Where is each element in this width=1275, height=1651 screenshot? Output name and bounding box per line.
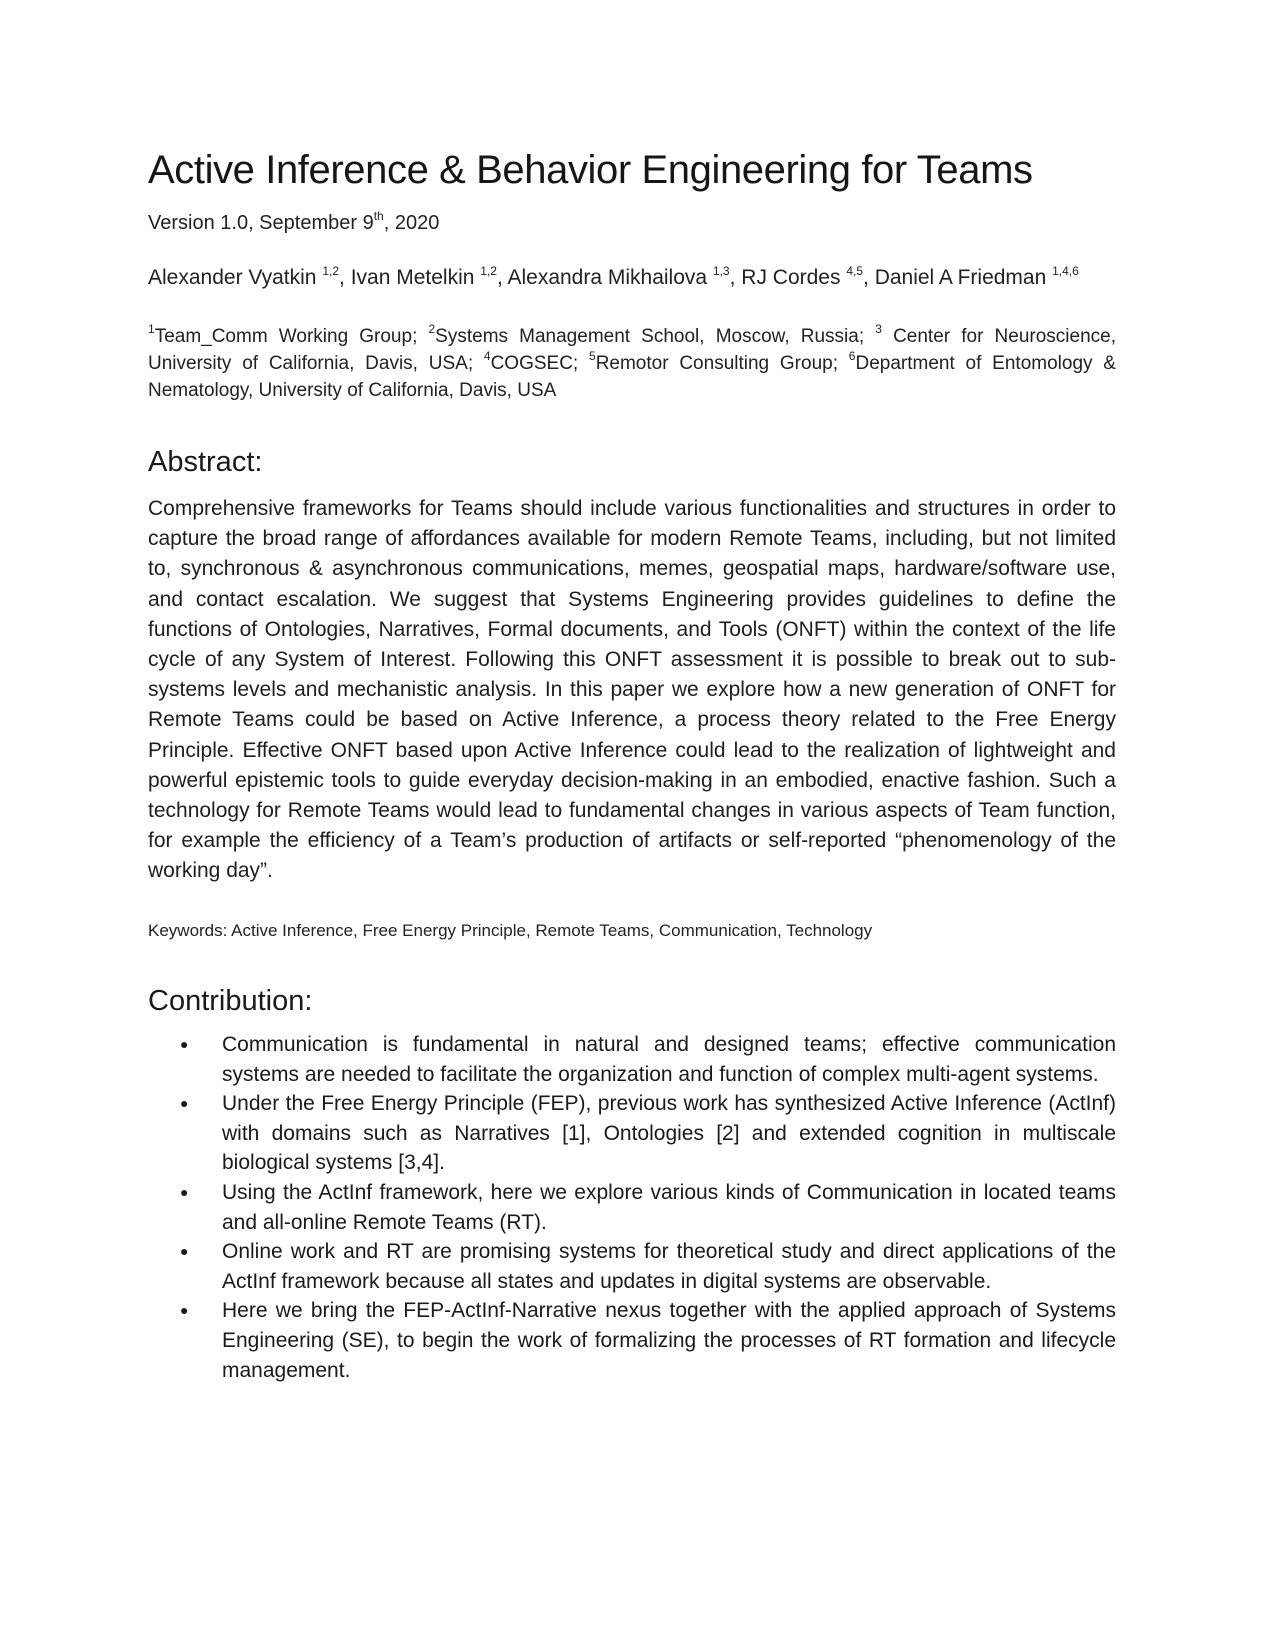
abstract-heading: Abstract:: [148, 446, 263, 478]
affiliations: [148, 323, 1116, 404]
author-affiliation-marks: 1,3: [712, 264, 730, 278]
bullet-icon: ●: [180, 1243, 189, 1260]
bullet-icon: ●: [180, 1302, 189, 1319]
list-item-text: Online work and RT are promising systems for theoretical study and direct applications of the ActInf framework because all states and updates in digital systems are observable.: [222, 1240, 1116, 1293]
affiliation-text: Department of Entomology & Nematology, University of California, Davis, USA: [148, 353, 1116, 401]
author-name: Ivan Metelkin: [350, 266, 475, 289]
author-name: Alexandra Mikhailova: [507, 266, 708, 289]
author: [351, 266, 508, 289]
list-item: [148, 1089, 1116, 1178]
version-suffix: , 2020: [383, 212, 440, 234]
author-name: Daniel A Friedman: [874, 266, 1047, 289]
author-separator: ,: [863, 266, 875, 289]
affiliation-number: 3: [875, 322, 882, 336]
bullet-icon: ●: [180, 1095, 189, 1112]
author: [741, 266, 874, 289]
version-prefix: Version 1.0, September 9: [148, 212, 374, 234]
affiliation-text: Center for Neuroscience, University of California, Davis, USA;: [148, 326, 1116, 374]
author-separator: ,: [496, 266, 508, 289]
list-item-text: Communication is fundamental in natural and designed teams; effective communication systems are needed to facilitate the organization and function of complex multi-agent systems.: [222, 1033, 1116, 1086]
abstract-body: Comprehensive frameworks for Teams should include various functionalities and structures in order to capture the broad range of affordances available for modern Remote Teams, including, but not limited to, synchronous & asynchronous communications, memes, geospatial maps, hardware/software use, and contact escalation. We suggest that Systems Engineering provides guidelines to define the functions of Ontologies, Narratives, Formal documents, and Tools (ONFT) within the context of the life cycle of any System of Interest. Following this ONFT assessment it is possible to break out to sub-systems levels and mechanistic analysis. In this paper we explore how a new generation of ONFT for Remote Teams could be based on Active Inference, a process theory related to the Free Energy Principle. Effective ONFT based upon Active Inference could lead to the realization of lightweight and powerful epistemic tools to guide everyday decision-making in an embodied, enactive fashion. Such a technology for Remote Teams would lead to fundamental changes in various aspects of Team function, for example the efficiency of a Team’s production of artifacts or self-reported “phenomenology of the working day”.: [148, 497, 1116, 883]
list-item: [148, 1237, 1116, 1296]
affiliation-number: 4: [483, 349, 491, 363]
contribution-list: [148, 1030, 1116, 1385]
affiliation-text: Remotor Consulting Group;: [595, 353, 849, 374]
affiliation-number: 2: [428, 322, 436, 336]
author: [148, 266, 351, 289]
version-line: [148, 209, 440, 235]
keywords-line: [148, 921, 872, 941]
author-affiliation-marks: 4,5: [846, 264, 864, 278]
list-item: [148, 1296, 1116, 1385]
author-affiliation-marks: 1,4,6: [1052, 264, 1079, 278]
bullet-icon: ●: [180, 1183, 189, 1200]
affiliation-text: COGSEC;: [490, 353, 589, 374]
list-item-text: Using the ActInf framework, here we explore various kinds of Communication in located teams and all-online Remote Teams (RT).: [222, 1180, 1116, 1234]
author-separator: ,: [339, 266, 351, 289]
paper-title: Active Inference & Behavior Engineering for Teams: [148, 148, 1033, 192]
author: [507, 266, 741, 289]
author-name: Alexander Vyatkin: [148, 266, 317, 289]
keywords-values: Active Inference, Free Energy Principle, Remote Teams, Communication, Technology: [227, 921, 873, 940]
keywords-label: Keywords:: [148, 921, 228, 940]
affiliation-number: 5: [589, 349, 596, 363]
list-item: [148, 1178, 1116, 1237]
affiliation-text: Team_Comm Working Group;: [154, 326, 429, 347]
contribution-heading: Contribution:: [148, 985, 313, 1017]
author-name: RJ Cordes: [741, 266, 841, 289]
list-item: [148, 1030, 1116, 1089]
affiliation-number: 1: [148, 322, 155, 336]
author-separator: ,: [729, 266, 742, 289]
list-item-text: Here we bring the FEP-ActInf-Narrative nexus together with the applied approach of Systems Engineering (SE), to begin the work of formalizing the processes of RT formation and lifecycle management.: [222, 1299, 1116, 1382]
bullet-icon: ●: [180, 1036, 189, 1052]
affiliation-number: 6: [848, 349, 856, 363]
author-affiliation-marks: 1,2: [480, 264, 497, 278]
affiliation-text: Systems Management School, Moscow, Russia;: [435, 326, 876, 347]
author-affiliation-marks: 1,2: [322, 264, 340, 278]
list-item-text: Under the Free Energy Principle (FEP), previous work has synthesized Active Inference (ActInf) with domains such as Narratives [1], Ontologies [2] and extended cognition in multiscale biological systems [3,4].: [222, 1092, 1116, 1175]
author: [875, 266, 1079, 289]
version-date-suffix: th: [373, 209, 384, 223]
author-list: [148, 266, 1079, 290]
